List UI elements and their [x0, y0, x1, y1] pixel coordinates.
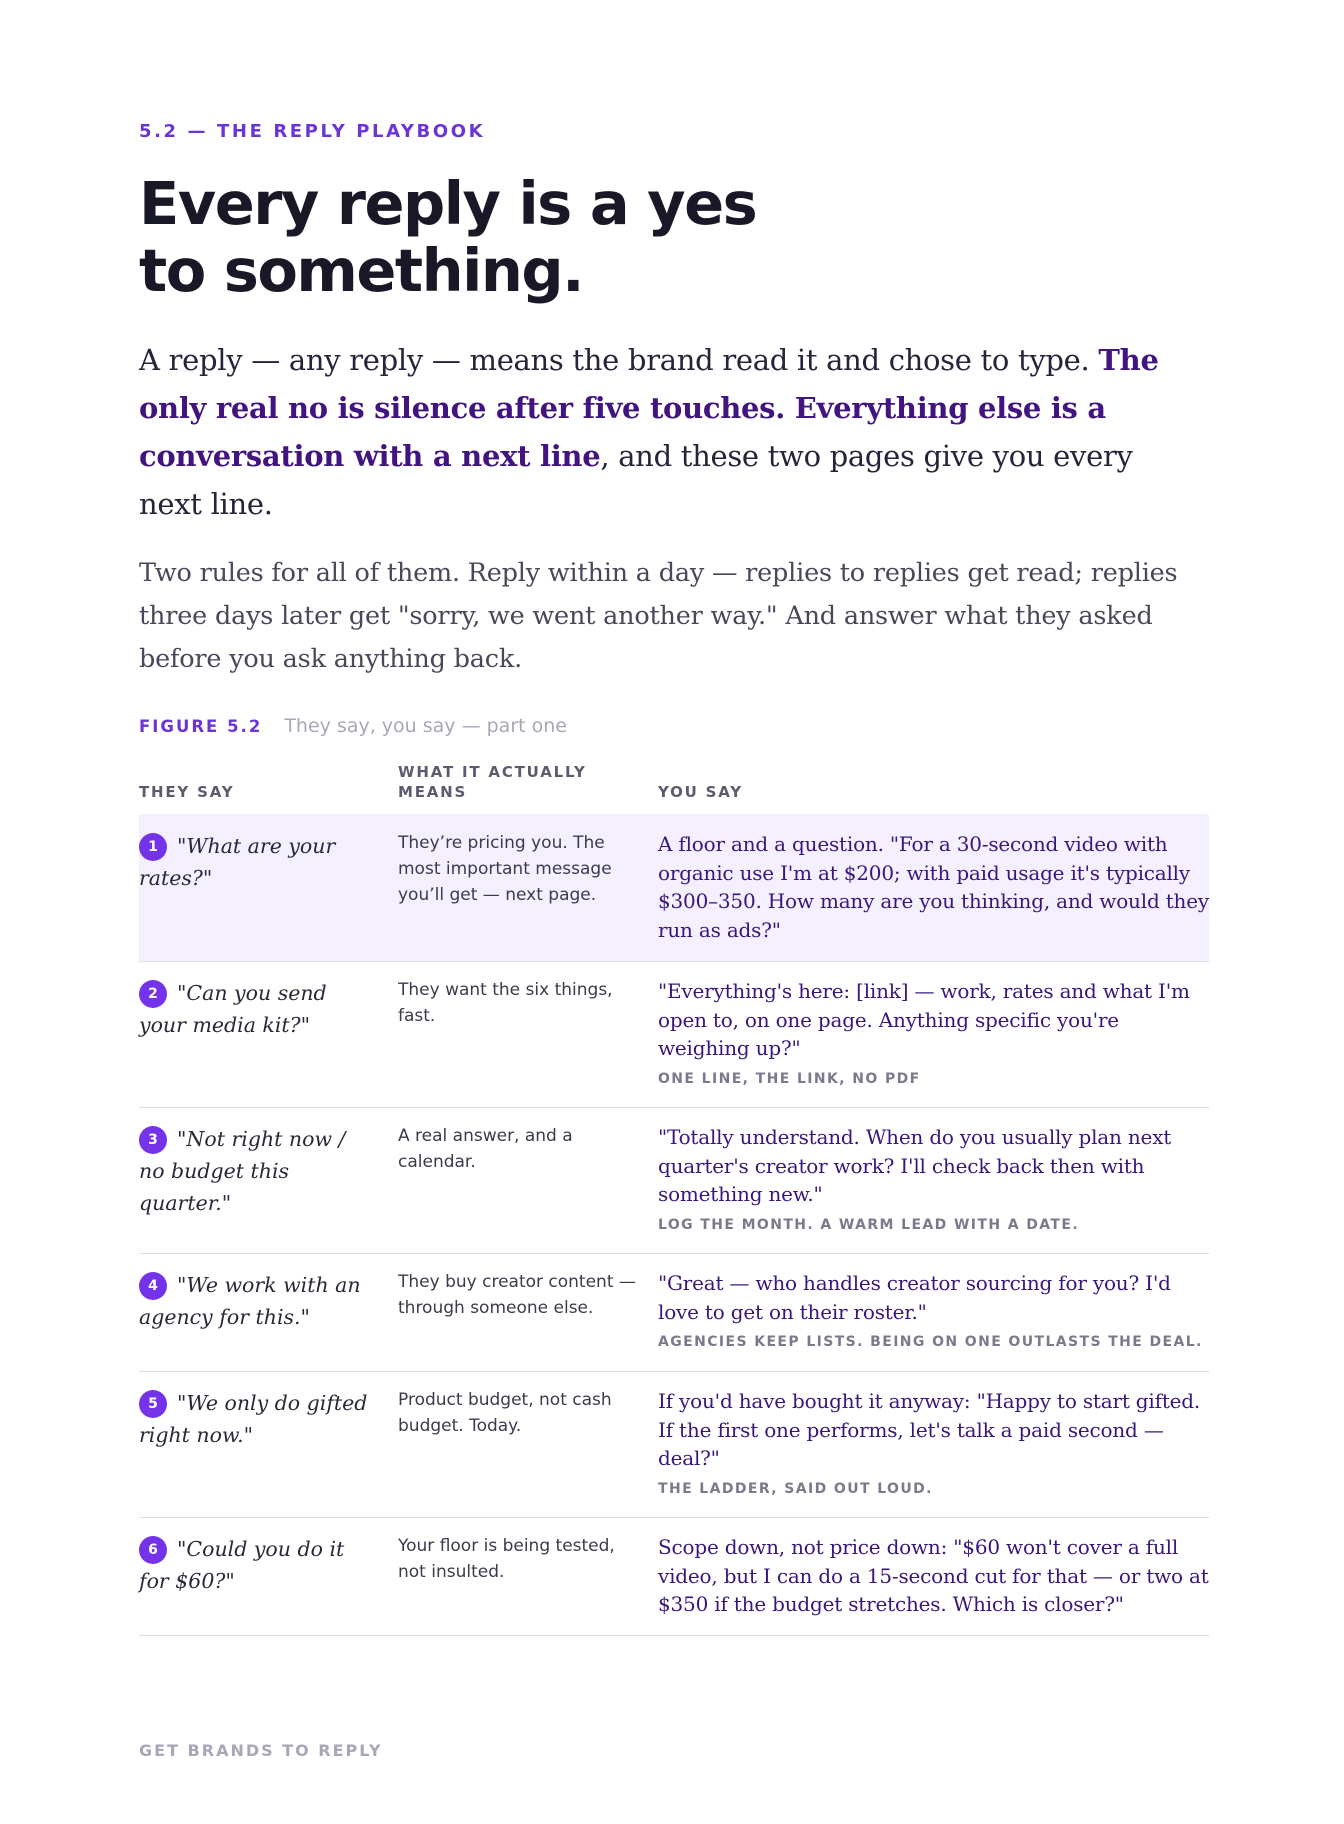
- they-say-cell: [139, 1123, 369, 1219]
- they-say-text: "We only do gifted right now.": [139, 1391, 368, 1447]
- meaning-cell: They want the six things, fast.: [398, 980, 613, 1026]
- header-you-say: YOU SAY: [658, 783, 743, 801]
- you-say-cell: [658, 1533, 1209, 1619]
- they-say-cell: [139, 1533, 369, 1597]
- you-say-text: If you'd have bought it anyway: "Happy to start gifted. If the first one performs, let's talk a paid second — deal?": [658, 1389, 1201, 1470]
- figure-caption: [139, 715, 567, 737]
- they-say-text: "Can you send your media kit?": [139, 981, 327, 1037]
- row-number-badge: 2: [139, 980, 167, 1008]
- table-row: [139, 814, 1209, 962]
- you-say-text: Scope down, not price down: "$60 won't cover a full video, but I can do a 15-second cut for that — or two at $350 if the budget stretches. Which is closer?": [658, 1535, 1209, 1616]
- lede-highlight: The only real no is silence after five touches. Everything else is a conversation with a next line: [139, 343, 1159, 473]
- tip-note: AGENCIES KEEP LISTS. BEING ON ONE OUTLASTS THE DEAL.: [658, 1334, 1203, 1350]
- table-row: [139, 961, 1209, 1108]
- figure-title: They say, you say — part one: [284, 715, 567, 737]
- lede-paragraph: [139, 336, 1199, 528]
- row-number-badge: 3: [139, 1126, 167, 1154]
- tip-note: LOG THE MONTH. A WARM LEAD WITH A DATE.: [658, 1216, 1080, 1233]
- you-say-text: "Great — who handles creator sourcing for you? I'd love to get on their roster.": [658, 1271, 1171, 1324]
- row-number-badge: 1: [139, 833, 167, 861]
- they-say-cell: [139, 1269, 369, 1333]
- you-say-cell: [658, 830, 1209, 944]
- header-they-say: THEY SAY: [139, 783, 235, 801]
- meaning-cell: Product budget, not cash budget. Today.: [398, 1390, 612, 1436]
- table-row: [139, 1371, 1209, 1518]
- title-line-2: to something.: [139, 236, 584, 305]
- they-say-text: "Could you do it for $60?": [139, 1537, 345, 1593]
- you-say-cell: [658, 1123, 1209, 1234]
- meaning-cell: They’re pricing you. The most important message you’ll get — next page.: [398, 833, 612, 905]
- tip-note: ONE LINE, THE LINK, NO PDF: [658, 1070, 921, 1087]
- table-row: [139, 1107, 1209, 1254]
- they-say-text: "What are your rates?": [139, 834, 336, 890]
- table-row: [139, 1517, 1209, 1636]
- title-line-1: Every reply is a yes: [139, 169, 757, 238]
- lede-text-2: , and these two pages give you every next line.: [139, 439, 1133, 521]
- header-what-it-means: WHAT IT ACTUALLY MEANS: [398, 763, 587, 801]
- meaning-cell: Your floor is being tested, not insulted.: [398, 1536, 615, 1582]
- row-number-badge: 4: [139, 1272, 167, 1300]
- table-header: [139, 758, 1209, 816]
- figure-label: FIGURE 5.2: [139, 717, 263, 736]
- you-say-text: A floor and a question. "For a 30-second video with organic use I'm at $200; with paid usage it's typically $300–350. How many are you thinking, and would they run as ads?": [658, 832, 1209, 942]
- meaning-cell: They buy creator content — through someone else.: [398, 1272, 636, 1318]
- page-footer: GET BRANDS TO REPLY: [139, 1741, 383, 1760]
- you-say-text: "Everything's here: [link] — work, rates and what I'm open to, on one page. Anything specific you're weighing up?": [658, 979, 1190, 1060]
- they-say-cell: [139, 977, 369, 1041]
- section-eyebrow: 5.2 — THE REPLY PLAYBOOK: [139, 121, 486, 142]
- they-say-text: "Not right now / no budget this quarter.": [139, 1127, 346, 1215]
- row-number-badge: 6: [139, 1536, 167, 1564]
- tip-note: THE LADDER, SAID OUT LOUD.: [658, 1480, 933, 1497]
- you-say-cell: [658, 977, 1209, 1088]
- you-say-text: "Totally understand. When do you usually plan next quarter's creator work? I'll check back then with something new.": [658, 1125, 1172, 1206]
- table-row: [139, 1253, 1209, 1372]
- they-say-cell: [139, 830, 369, 894]
- page-title: [139, 170, 756, 304]
- row-number-badge: 5: [139, 1390, 167, 1418]
- they-say-text: "We work with an agency for this.": [139, 1273, 361, 1329]
- they-say-cell: [139, 1387, 369, 1451]
- meaning-cell: A real answer, and a calendar.: [398, 1126, 573, 1172]
- you-say-cell: [658, 1387, 1209, 1498]
- lede-text-1: A reply — any reply — means the brand read it and chose to type.: [139, 343, 1099, 377]
- you-say-cell: [658, 1269, 1209, 1351]
- rules-paragraph: Two rules for all of them. Reply within a day — replies to replies get read; replies three days later get "sorry, we went another way." And answer what they asked before you ask anything back.: [139, 558, 1178, 674]
